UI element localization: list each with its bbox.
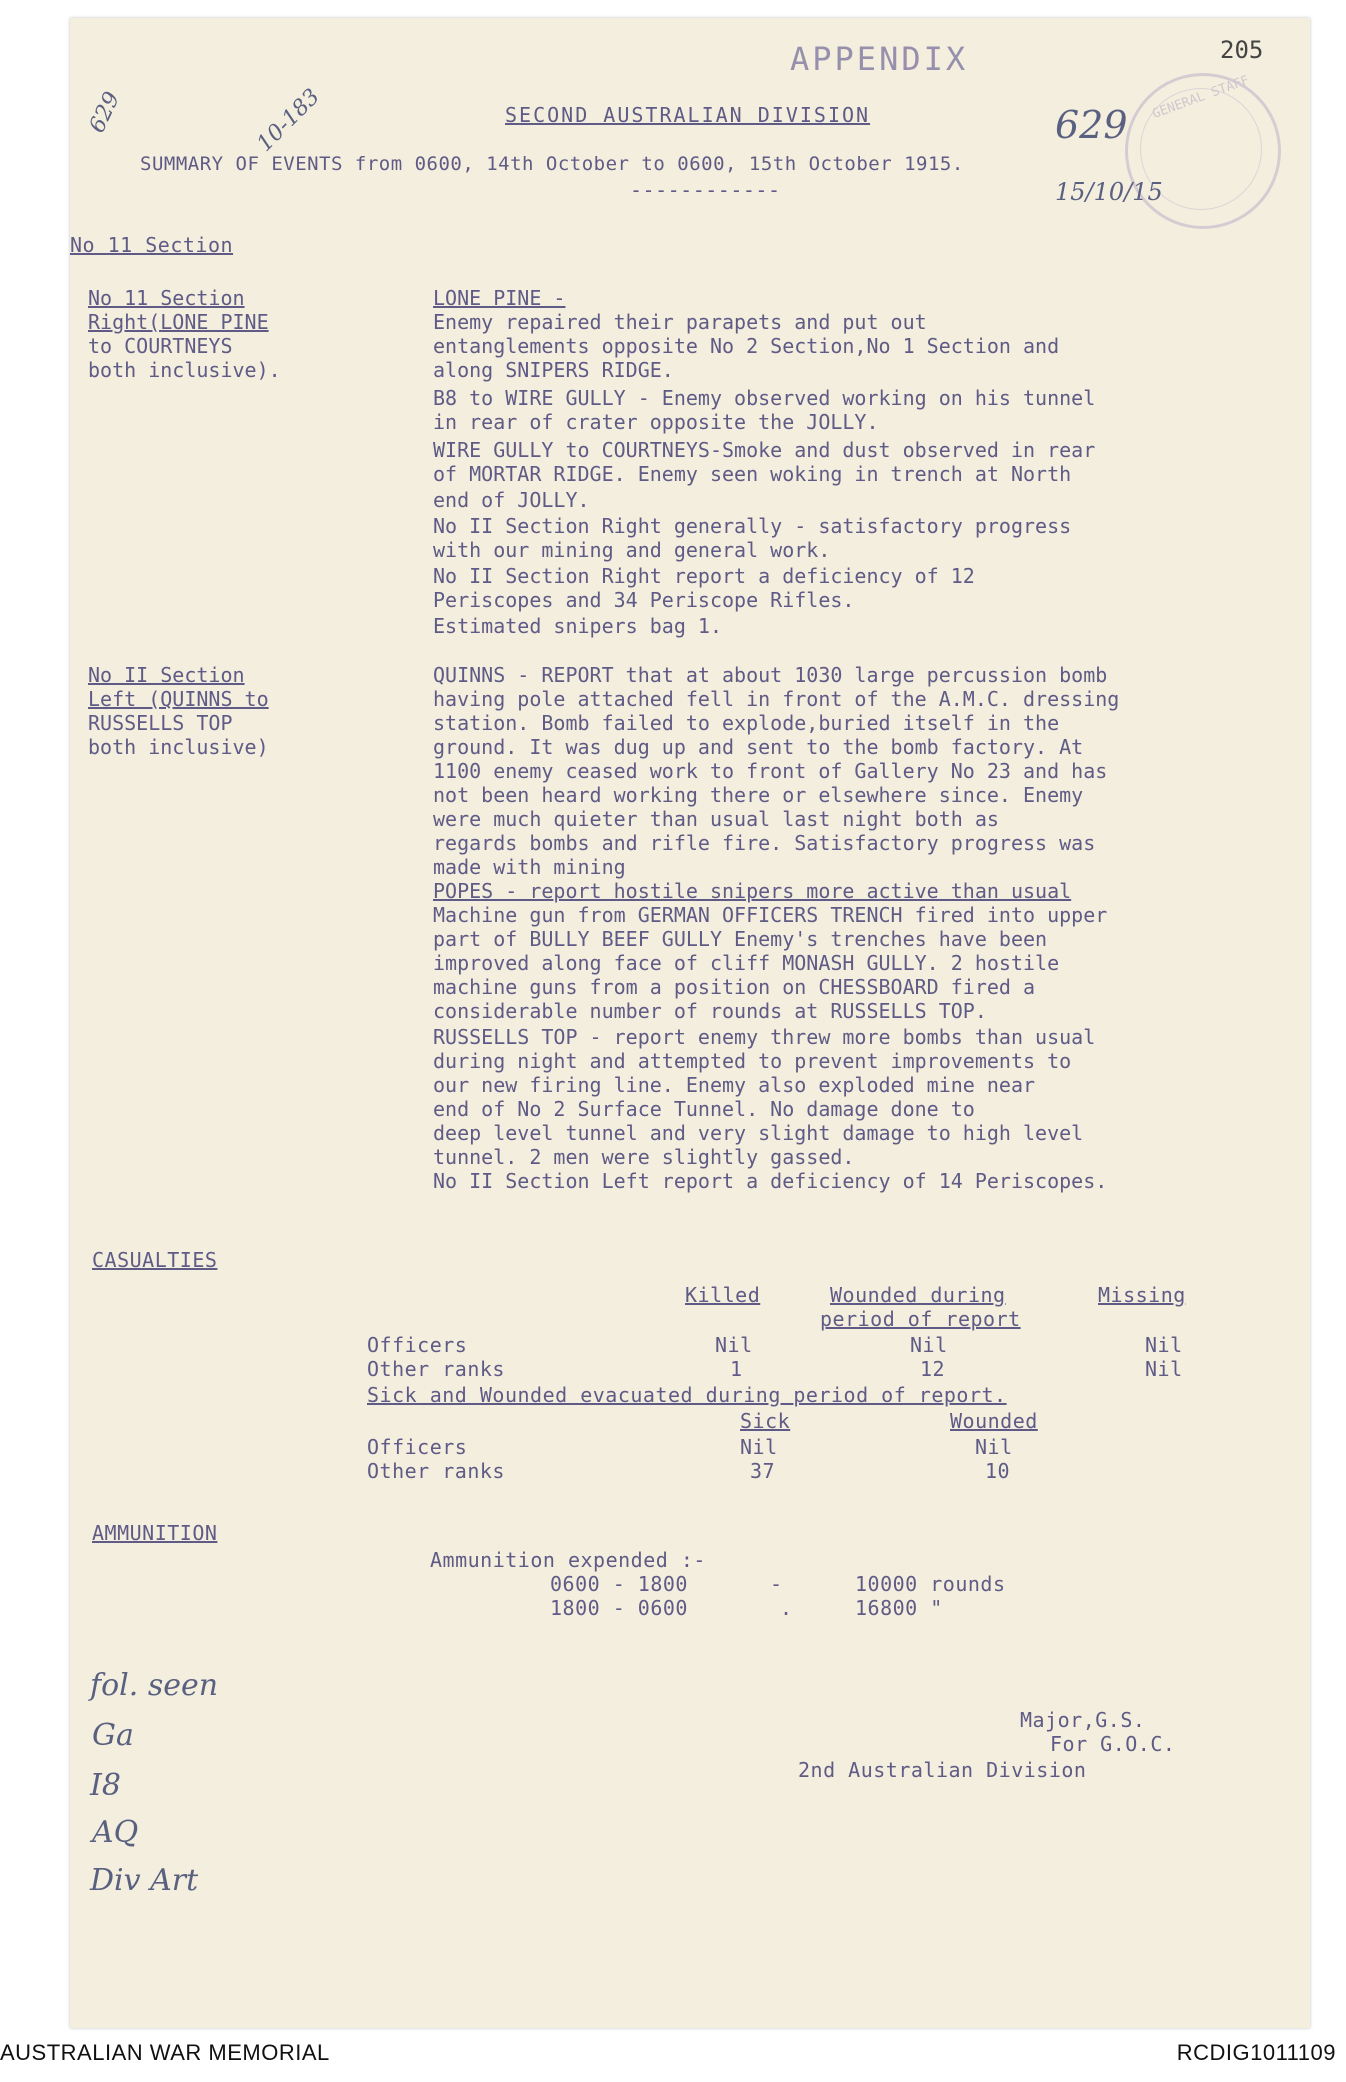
left-line: station. Bomb failed to explode,buried itself in the	[433, 711, 1060, 735]
hand-note-629: 629	[1055, 103, 1128, 147]
ammo-row-1-amount: 10000 rounds	[855, 1572, 1006, 1596]
right-section-label-3: to COURTNEYS	[88, 334, 233, 358]
left-line: considerable number of rounds at RUSSELLS TOP.	[433, 999, 987, 1023]
right-line: in rear of crater opposite the JOLLY.	[433, 410, 879, 434]
cas-officers-killed: Nil	[715, 1333, 753, 1357]
right-line: entanglements opposite No 2 Section,No 1 Section and	[433, 334, 1060, 358]
hand-note-i8: I8	[90, 1768, 121, 1803]
ammunition-expended: Ammunition expended :-	[430, 1548, 706, 1572]
col-killed: Killed	[685, 1283, 761, 1307]
hand-note-div-art: Div Art	[90, 1863, 199, 1898]
right-line: along SNIPERS RIDGE.	[433, 358, 674, 382]
left-line: end of No 2 Surface Tunnel. No damage done to	[433, 1097, 975, 1121]
appendix-stamp-text: APPENDIX	[790, 40, 969, 78]
left-line: No II Section Left report a deficiency of 14 Periscopes.	[433, 1169, 1108, 1193]
right-line: with our mining and general work.	[433, 538, 831, 562]
right-section-label-1: No 11 Section	[88, 286, 245, 310]
left-line: not been heard working there or elsewhere since. Enemy	[433, 783, 1084, 807]
left-line: made with mining	[433, 855, 626, 879]
hand-note-ref: 10-183	[252, 84, 325, 157]
right-line: No II Section Right report a deficiency of 12	[433, 564, 975, 588]
right-line: LONE PINE -	[433, 286, 566, 310]
stamp-text: GENERAL STAFF	[1150, 73, 1252, 122]
left-line: part of BULLY BEEF GULLY Enemy's trenches have been	[433, 927, 1048, 951]
signature-for: For G.O.C.	[1050, 1732, 1176, 1756]
col-wounded-2: period of report	[820, 1307, 1021, 1331]
footer-right: RCDIG1011109	[1176, 2040, 1336, 2065]
evac-heading: Sick and Wounded evacuated during period of report.	[367, 1383, 1007, 1407]
right-line: Estimated snipers bag 1.	[433, 614, 722, 638]
page-number: 205	[1220, 36, 1264, 64]
left-line: QUINNS - REPORT that at about 1030 large percussion bomb	[433, 663, 1108, 687]
ammo-row-2-period: 1800 - 0600	[550, 1596, 688, 1620]
evac-officers-label: Officers	[367, 1435, 468, 1459]
left-line: tunnel. 2 men were slightly gassed.	[433, 1145, 855, 1169]
left-line: RUSSELLS TOP - report enemy threw more bombs than usual	[433, 1025, 1096, 1049]
casualties-heading: CASUALTIES	[92, 1248, 218, 1272]
left-section-label-2: Left (QUINNS to	[88, 687, 269, 711]
document-title: SECOND AUSTRALIAN DIVISION	[505, 103, 871, 127]
evac-other-sick: 37	[750, 1459, 776, 1483]
cas-other-label: Other ranks	[367, 1357, 505, 1381]
left-line: our new firing line. Enemy also exploded mine near	[433, 1073, 1036, 1097]
hand-note-ga: Ga	[92, 1718, 134, 1753]
ammo-row-2-dash: .	[780, 1596, 793, 1620]
ammo-row-2-amount: 16800 "	[855, 1596, 943, 1620]
left-line: machine guns from a position on CHESSBOARD fired a	[433, 975, 1036, 999]
left-line: ground. It was dug up and sent to the bomb factory. At	[433, 735, 1084, 759]
signature-rank: Major,G.S.	[1020, 1708, 1146, 1732]
signature-division: 2nd Australian Division	[798, 1758, 1087, 1782]
right-line: Periscopes and 34 Periscope Rifles.	[433, 588, 855, 612]
title-rule: ------------	[630, 178, 781, 202]
cas-officers-wounded: Nil	[910, 1333, 948, 1357]
right-line: No II Section Right generally - satisfactory progress	[433, 514, 1072, 538]
left-section-label-1: No II Section	[88, 663, 245, 687]
evac-other-wounded: 10	[985, 1459, 1011, 1483]
document-page	[70, 18, 1310, 2028]
cas-officers-label: Officers	[367, 1333, 468, 1357]
right-section-label-2: Right(LONE PINE	[88, 310, 269, 334]
hand-note-fol-seen: fol. seen	[90, 1668, 219, 1703]
cas-other-killed: 1	[730, 1357, 743, 1381]
right-line: WIRE GULLY to COURTNEYS-Smoke and dust observed in rear	[433, 438, 1096, 462]
right-line: of MORTAR RIDGE. Enemy seen woking in trench at North	[433, 462, 1072, 486]
evac-officers-wounded: Nil	[975, 1435, 1013, 1459]
left-line: 1100 enemy ceased work to front of Gallery No 23 and has	[433, 759, 1108, 783]
right-line: end of JOLLY.	[433, 488, 590, 512]
left-line: regards bombs and rifle fire. Satisfactory progress was	[433, 831, 1096, 855]
section-heading: No 11 Section	[70, 233, 234, 257]
left-section-label-3: RUSSELLS TOP	[88, 711, 233, 735]
left-line: POPES - report hostile snipers more active than usual	[433, 879, 1072, 903]
hand-note-629-left: 629	[84, 88, 126, 137]
left-line: having pole attached fell in front of the A.M.C. dressing	[433, 687, 1120, 711]
col-wounded-evac: Wounded	[950, 1409, 1038, 1433]
summary-line: SUMMARY OF EVENTS from 0600, 14th October to 0600, 15th October 1915.	[140, 153, 964, 175]
left-line: deep level tunnel and very slight damage to high level	[433, 1121, 1084, 1145]
hand-note-aq: AQ	[92, 1815, 139, 1850]
col-wounded: Wounded during	[830, 1283, 1006, 1307]
col-sick: Sick	[740, 1409, 791, 1433]
hand-note-date: 15/10/15	[1055, 178, 1163, 206]
ammo-row-1-period: 0600 - 1800	[550, 1572, 688, 1596]
left-line: were much quieter than usual last night both as	[433, 807, 999, 831]
left-section-label-4: both inclusive)	[88, 735, 269, 759]
cas-other-wounded: 12	[920, 1357, 946, 1381]
right-section-label-4: both inclusive).	[88, 358, 281, 382]
left-line: during night and attempted to prevent improvements to	[433, 1049, 1072, 1073]
ammo-row-1-dash: -	[770, 1572, 783, 1596]
evac-officers-sick: Nil	[740, 1435, 778, 1459]
col-missing: Missing	[1098, 1283, 1186, 1307]
right-line: Enemy repaired their parapets and put out	[433, 310, 927, 334]
evac-other-label: Other ranks	[367, 1459, 505, 1483]
cas-other-missing: Nil	[1145, 1357, 1183, 1381]
cas-officers-missing: Nil	[1145, 1333, 1183, 1357]
footer-left: AUSTRALIAN WAR MEMORIAL	[0, 2040, 330, 2065]
ammunition-heading: AMMUNITION	[92, 1521, 218, 1545]
left-line: Machine gun from GERMAN OFFICERS TRENCH fired into upper	[433, 903, 1108, 927]
right-line: B8 to WIRE GULLY - Enemy observed working on his tunnel	[433, 386, 1096, 410]
left-line: improved along face of cliff MONASH GULLY. 2 hostile	[433, 951, 1060, 975]
